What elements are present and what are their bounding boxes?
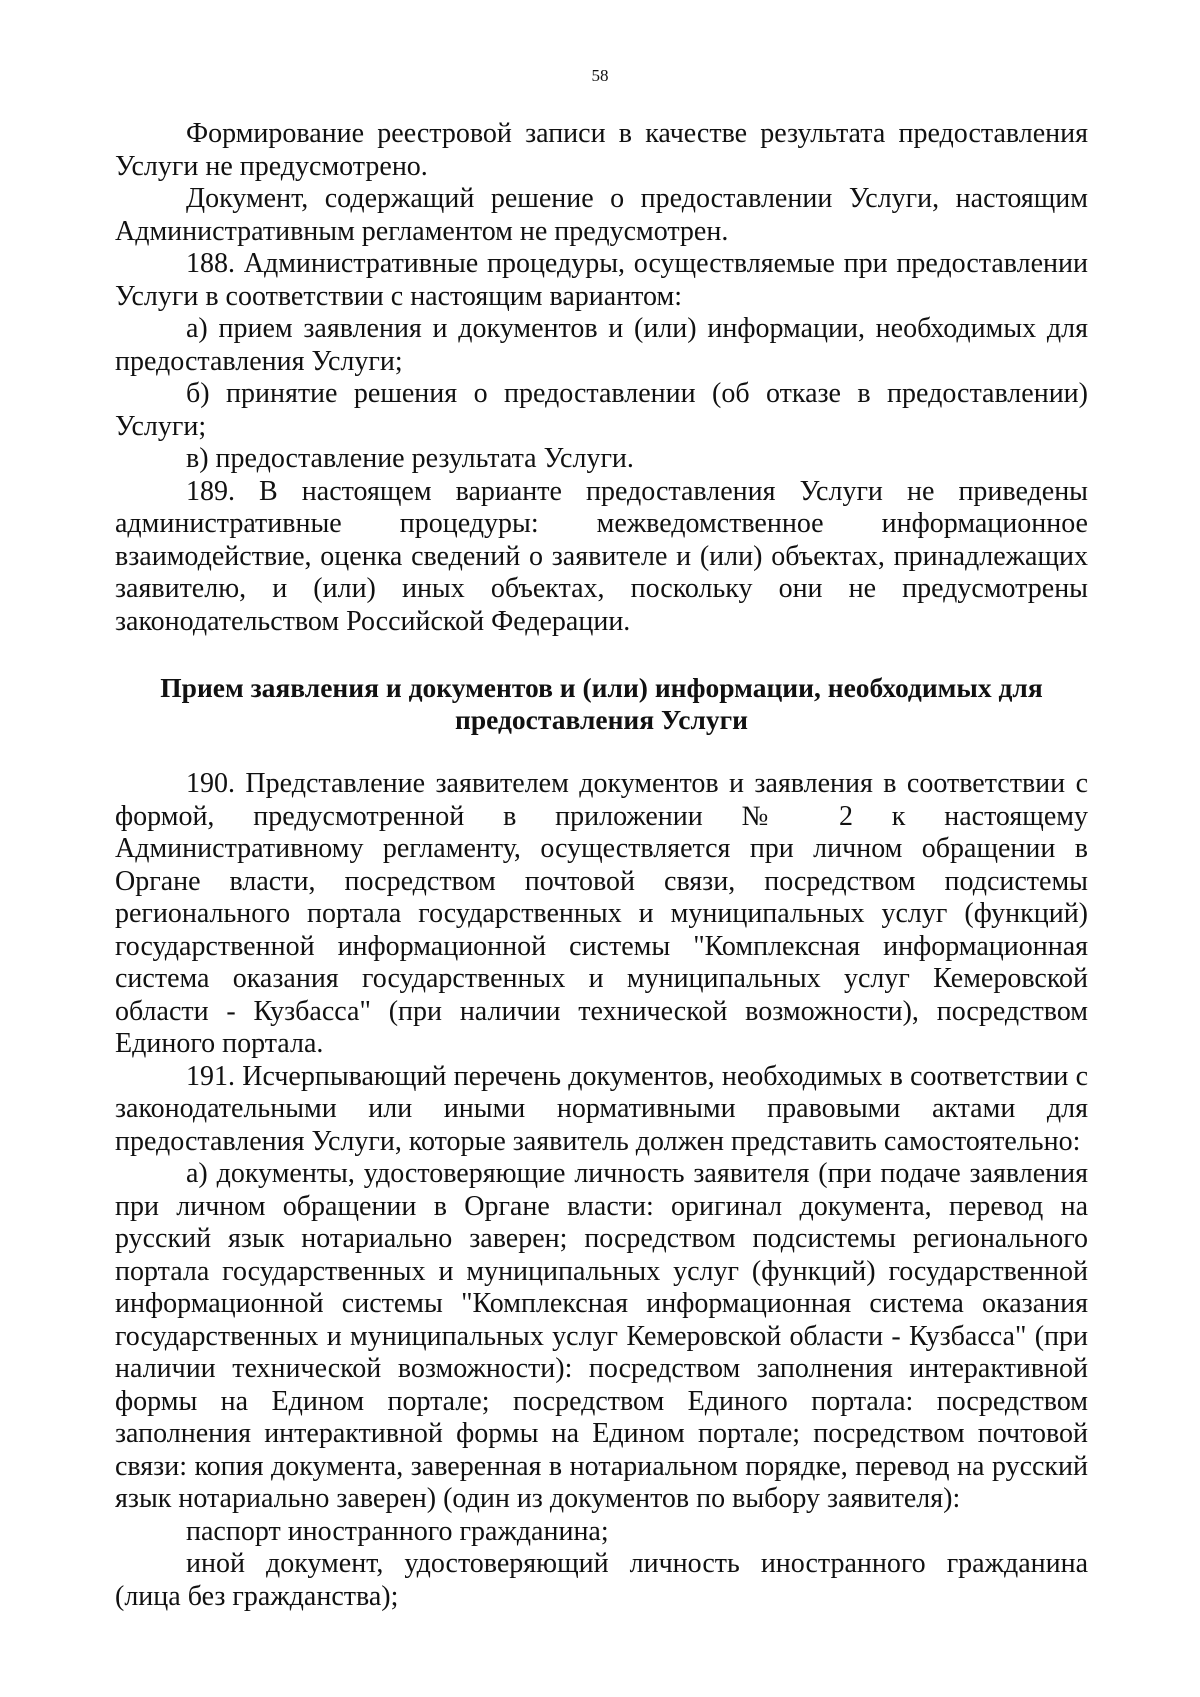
- paragraph-191: 191. Исчерпывающий перечень документов, необходимых в соответствии с законодательными или иными нормативными правовыми актами для предоставления Услуги, которые заявитель должен представить самостоятельно:: [115, 1060, 1088, 1157]
- page-body: [115, 118, 1088, 1613]
- section-heading: Прием заявления и документов и (или) информации, необходимых для предоставления Услуги: [160, 672, 1043, 735]
- paragraph: Формирование реестровой записи в качестве результата предоставления Услуги не предусмотрено.: [115, 118, 1088, 182]
- list-item-v: в) предоставление результата Услуги.: [186, 443, 634, 474]
- page-number: 58: [591, 66, 609, 85]
- paragraph-189: 189. В настоящем варианте предоставления Услуги не приведены административные процедуры: межведомственное информационное взаимодействие, оценка сведений о заявителе и (или) объектах, принадлежащих заявителю, и (или) иных объектах, поскольку они не предусмотрены законодательством Российской Федерации.: [115, 475, 1088, 637]
- list-item-a: а) прием заявления и документов и (или) информации, необходимых для предоставления Услуги;: [115, 313, 1088, 377]
- paragraph-190: 190. Представление заявителем документов и заявления в соответствии с формой, предусмотренной в приложении № 2 к настоящему Административному регламенту, осуществляется при личном обращении в Органе власти, посредством почтовой связи, посредством подсистемы регионального портала государственных и муниципальных услуг (функций) государственной информационной системы "Комплексная информационная система оказания государственных и муниципальных услуг Кемеровской области - Кузбасса" (при наличии технической возможности), посредством Единого портала.: [115, 768, 1088, 1059]
- list-item-passport: паспорт иностранного гражданина;: [186, 1515, 609, 1547]
- list-item-other-document: иной документ, удостоверяющий личность иностранного гражданина (лица без гражданства);: [115, 1548, 1088, 1612]
- list-item-a-documents: а) документы, удостоверяющие личность заявителя (при подаче заявления при личном обращении в Органе власти: оригинал документа, перевод на русский язык нотариально заверен; посредством подсистемы регионального портала государственных и муниципальных услуг (функций) государственной информационной системы "Комплексная информационная система оказания государственных и муниципальных услуг Кемеровской области - Кузбасса" (при наличии технической возможности): посредством заполнения интерактивной формы на Едином портале; посредством Единого портала: посредством заполнения интерактивной формы на Едином портале; посредством почтовой связи: копия документа, заверенная в нотариальном порядке, перевод на русский язык нотариально заверен) (один из документов по выбору заявителя):: [115, 1158, 1088, 1514]
- paragraph-188: 188. Административные процедуры, осуществляемые при предоставлении Услуги в соответствии с настоящим вариантом:: [115, 248, 1088, 312]
- list-item-b: б) принятие решения о предоставлении (об отказе в предоставлении) Услуги;: [115, 378, 1088, 442]
- paragraph: Документ, содержащий решение о предоставлении Услуги, настоящим Административным регламентом не предусмотрен.: [115, 183, 1088, 247]
